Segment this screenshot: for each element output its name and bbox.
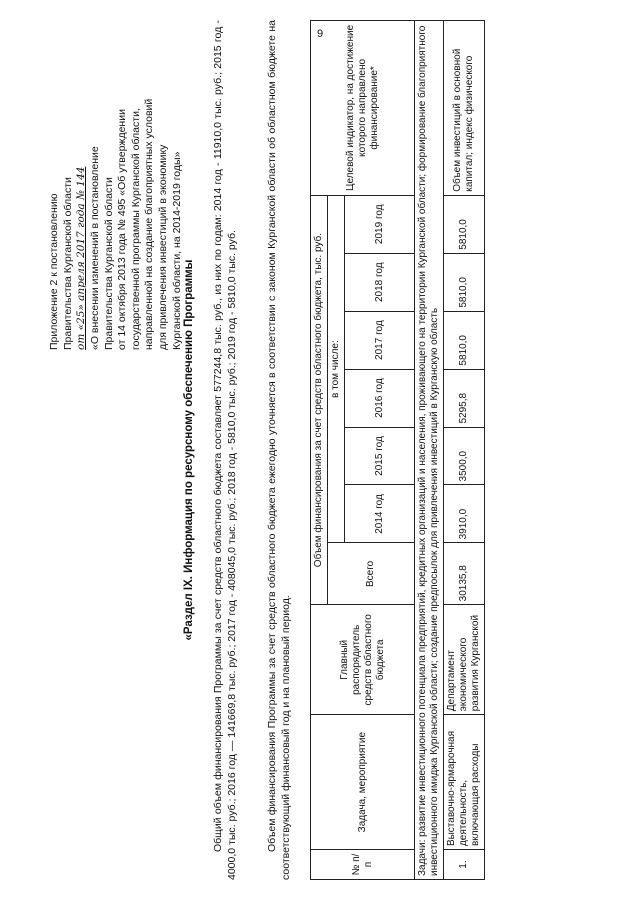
section-title: «Раздел IX. Информация по ресурсному обеспечению Программы xyxy=(183,259,195,641)
header-year: 2017 год xyxy=(345,311,415,369)
funding-paragraph: Общий объем финансирования Программы за счет средств областного бюджета составляет 577244,8 тыс. руб., из них по годам: 2014 год - 11910,0 тыс. руб.; 2015 год - 4000,0 тыс. руб.; 2016 год — 141669,8 тыс. руб.; 2017 год - 408045,0 тыс. руб.; 2018 год - 5810,0 тыс. руб.; 2019 год - 5810,0 тыс. руб. xyxy=(212,20,238,880)
appendix-line: «О внесении изменений в постановление xyxy=(88,146,101,350)
appendix-date-line: от «25» апреля 2017 года № 144 xyxy=(75,166,88,350)
header-indicator: Целевой индикатор, на достижение которого направлено финансирование* xyxy=(311,21,415,196)
page-number: 9 xyxy=(316,28,324,40)
appendix-line: от 14 октября 2013 года № 495 «Об утверждении xyxy=(116,109,129,350)
header-funding: Объем финансирования за счет средств областного бюджета, тыс. руб. xyxy=(311,195,328,605)
row-value: 3910,0 xyxy=(444,485,485,543)
task-description-row: Задачи: развитие инвестиционного потенциала предприятий, кредитных организаций и населения, проживающего на территории Курганской области; формирование благоприятного инвестиционного имиджа Курганской области; создание предпосылок для привлечения инвестиций в Курганскую область xyxy=(415,21,444,880)
header-task: Задача, мероприятие xyxy=(311,715,415,850)
appendix-line: государственной программы Курганской области, xyxy=(129,108,142,350)
appendix-line: для привлечения инвестиций в экономику xyxy=(157,144,170,350)
rotated-landscape-content xyxy=(40,20,600,880)
header-year: 2016 год xyxy=(345,369,415,427)
appendix-header xyxy=(48,30,184,350)
row-value: 3500,0 xyxy=(444,427,485,485)
row-manager: Департамент экономического развития Курганской xyxy=(444,605,485,715)
row-total: 30135,8 xyxy=(444,543,485,605)
row-indicator: Объем инвестиций в основной капитал; индекс физического xyxy=(444,21,485,196)
header-year: 2015 год xyxy=(345,427,415,485)
row-value: 5810,0 xyxy=(444,311,485,369)
row-value: 5810,0 xyxy=(444,195,485,253)
appendix-line: направленной на создание благоприятных условий xyxy=(143,98,156,350)
appendix-line: Правительства Курганской области xyxy=(102,177,115,350)
appendix-line: Курганской области, на 2014-2019 годы» xyxy=(170,151,183,350)
row-value: 5295,8 xyxy=(444,369,485,427)
row-num: 1. xyxy=(444,850,485,880)
row-activity: Выставочно-ярмарочная деятельность, включающая расходы xyxy=(444,715,485,850)
header-manager: Главный распорядитель средств областного бюджета xyxy=(311,605,415,715)
header-num: № п/п xyxy=(311,850,415,880)
funding-note-paragraph: Объем финансирования Программы за счет средств областного бюджета ежегодно уточняется в соответствии с законом Курганской области об областном бюджете на соответствующий финансовый год и на плановый период. xyxy=(266,20,292,880)
appendix-line: Приложение 2 к постановлению xyxy=(48,193,60,350)
header-year: 2019 год xyxy=(345,195,415,253)
table-row xyxy=(444,21,485,880)
header-total: Всего xyxy=(328,543,415,605)
header-including: в том числе: xyxy=(328,195,345,543)
row-value: 5810,0 xyxy=(444,253,485,311)
appendix-line: Правительства Курганской области xyxy=(61,177,74,350)
funding-table xyxy=(310,20,485,880)
header-year: 2018 год xyxy=(345,253,415,311)
header-year: 2014 год xyxy=(345,485,415,543)
